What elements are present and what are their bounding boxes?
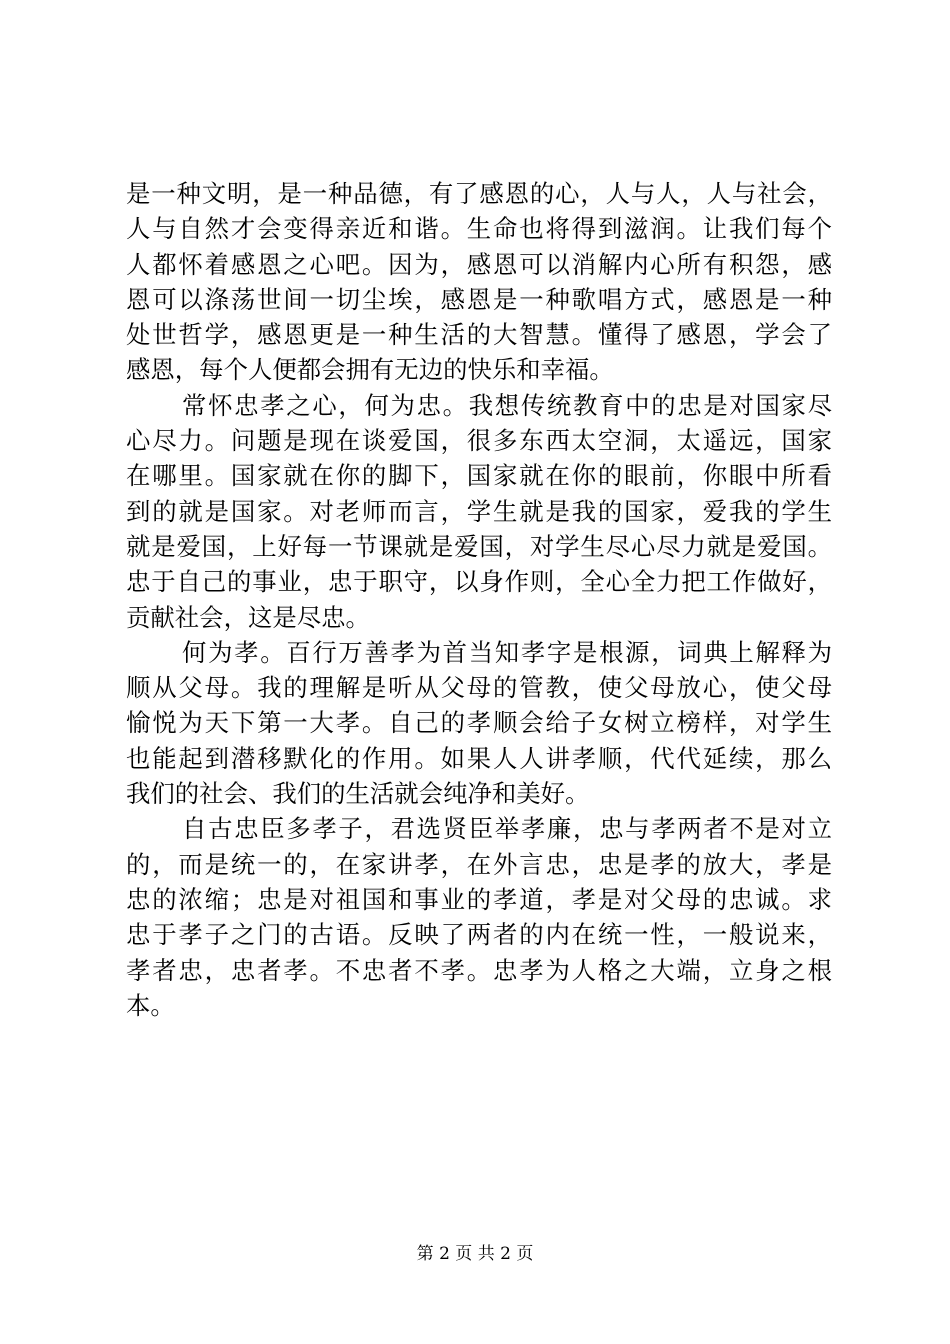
paragraph-line: 的，而是统一的，在家讲孝，在外言忠，忠是孝的放大，孝是: [126, 849, 832, 879]
paragraph-line: 何为孝。百行万善孝为首当知孝字是根源，词典上解释为: [182, 637, 832, 667]
paragraph-line: 人与自然才会变得亲近和谐。生命也将得到滋润。让我们每个: [126, 214, 832, 244]
paragraph-line: 恩可以涤荡世间一切尘埃，感恩是一种歌唱方式，感恩是一种: [126, 284, 832, 314]
paragraph: [126, 176, 832, 388]
paragraph-line: 孝者忠，忠者孝。不忠者不孝。忠孝为人格之大端，立身之根: [126, 955, 832, 985]
paragraph-line: 忠于自己的事业，忠于职守，以身作则，全心全力把工作做好，: [126, 567, 832, 597]
paragraph-line: 心尽力。问题是现在谈爱国，很多东西太空洞，太遥远，国家: [126, 426, 832, 456]
paragraph: [126, 811, 832, 1023]
paragraph-line: 自古忠臣多孝子，君选贤臣举孝廉，忠与孝两者不是对立: [182, 814, 832, 844]
paragraph-line: 顺从父母。我的理解是听从父母的管教，使父母放心，使父母: [126, 673, 832, 703]
paragraph-line: 在哪里。国家就在你的脚下，国家就在你的眼前，你眼中所看: [126, 461, 832, 491]
paragraph: [126, 635, 832, 811]
paragraph-line: 忠于孝子之门的古语。反映了两者的内在统一性，一般说来，: [126, 920, 832, 950]
paragraph-line: 人都怀着感恩之心吧。因为，感恩可以消解内心所有积怨，感: [126, 249, 832, 279]
paragraph-line: 我们的社会、我们的生活就会纯净和美好。: [126, 779, 590, 809]
document-body: [126, 176, 832, 1023]
paragraph: [126, 388, 832, 635]
paragraph-line: 是一种文明，是一种品德，有了感恩的心，人与人，人与社会，: [126, 179, 832, 208]
paragraph-line: 常怀忠孝之心，何为忠。我想传统教育中的忠是对国家尽: [182, 390, 832, 420]
paragraph-line: 感恩，每个人便都会拥有无边的快乐和幸福。: [126, 355, 614, 385]
paragraph-line: 本。: [126, 990, 175, 1020]
paragraph-line: 到的就是国家。对老师而言，学生就是我的国家，爱我的学生: [126, 496, 832, 526]
paragraph-line: 贡献社会，这是尽忠。: [126, 602, 370, 632]
paragraph-line: 愉悦为天下第一大孝。自己的孝顺会给子女树立榜样，对学生: [126, 708, 832, 738]
page-footer: 第 2 页 共 2 页: [416, 1244, 534, 1264]
paragraph-line: 处世哲学，感恩更是一种生活的大智慧。懂得了感恩，学会了: [126, 320, 832, 350]
paragraph-line: 也能起到潜移默化的作用。如果人人讲孝顺，代代延续，那么: [126, 743, 832, 773]
paragraph-line: 就是爱国，上好每一节课就是爱国，对学生尽心尽力就是爱国。: [126, 531, 832, 561]
paragraph-line: 忠的浓缩；忠是对祖国和事业的孝道，孝是对父母的忠诚。求: [126, 884, 832, 914]
